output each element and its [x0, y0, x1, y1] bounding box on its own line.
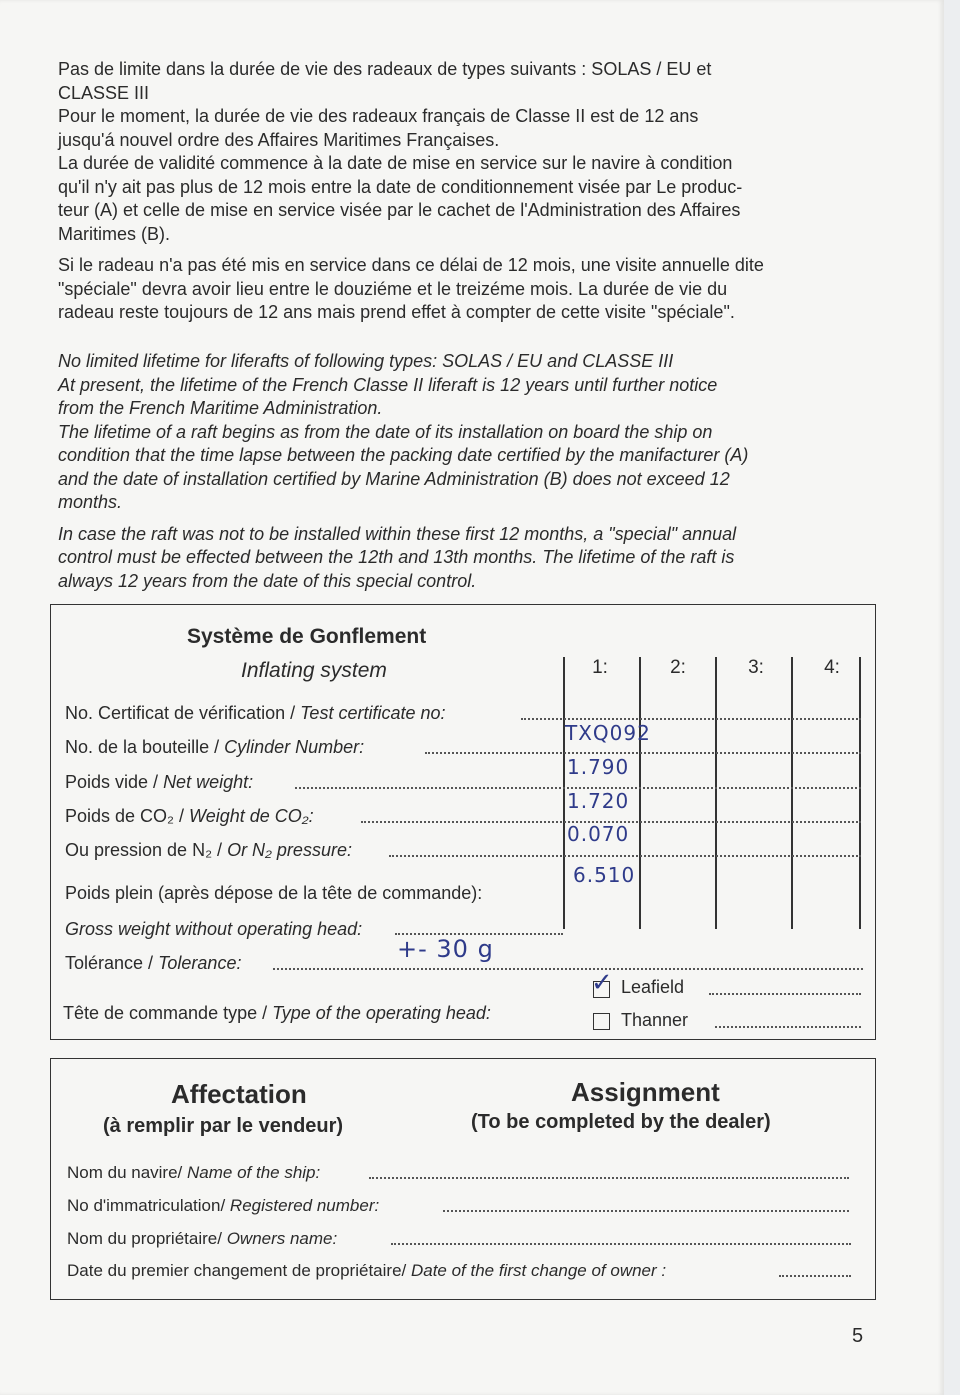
leafield-label: Leafield [621, 977, 685, 997]
assignment-title-en: Assignment [571, 1077, 720, 1107]
operating-head-label: Tête de commande type / Type of the operating head: [63, 1003, 491, 1023]
thanner-checkbox[interactable] [593, 1013, 610, 1030]
tolerance-dots [273, 968, 863, 970]
inflating-title-fr: Système de Gonflement [187, 625, 427, 648]
row-co2-weight-label: Poids de CO₂ / Weight de CO₂: [65, 806, 314, 826]
french-text [58, 58, 878, 333]
change-of-owner-dots [779, 1275, 851, 1277]
assignment-box [50, 1058, 876, 1300]
assignment-subtitle-en: (To be completed by the dealer) [471, 1111, 771, 1133]
leafield-check-mark: ✓ [591, 967, 613, 997]
thanner-dots [715, 1026, 861, 1028]
english-paragraph-2: In case the raft was not to be installed within these first 12 months, a "special" annual control must be effected between the 12th and 13th months. The lifetime of the raft is always 12 years from the date of this special control. [58, 523, 737, 591]
change-of-owner-label: Date du premier changement de propriétaire/ Date of the first change of owner : [67, 1261, 667, 1280]
cylinder-number-value: TXQ092 [565, 721, 651, 745]
owners-name-label: Nom du propriétaire/ Owners name: [67, 1229, 338, 1248]
column-header-4: 4: [824, 657, 840, 678]
registered-number-dots [443, 1210, 849, 1212]
french-paragraph-1: Pas de limite dans la durée de vie des radeaux de types suivants : SOLAS / EU et CLASSE III Pour le moment, la durée de vie des radeaux français de Classe II est de 12 ans jusqu'á nouvel ordre des Affaires Maritimes Françaises. La durée de validité commence à la date de mise en service sur le navire à condition qu'il n'y ait pas plus de 12 mois entre la date de conditionnement visée par Le produc- teur (A) et celle de mise en service visée par le cachet de l'Administration des Affaires Maritimes (B). [58, 59, 743, 244]
column-header-2: 2: [670, 657, 686, 678]
row-cylinder-number-label: No. de la bouteille / Cylinder Number: [65, 737, 365, 757]
row-cylinder-number-dots [425, 752, 861, 754]
column-divider-5 [859, 657, 861, 929]
registered-number-label: No d'immatriculation/ Registered number: [67, 1196, 380, 1215]
row-test-certificate-label: No. Certificat de vérification / Test certificate no: [65, 703, 446, 723]
co2-weight-value: 1.720 [567, 789, 630, 813]
assignment-subtitle-fr: (à remplir par le vendeur) [103, 1115, 344, 1137]
english-paragraph-1: No limited lifetime for liferafts of following types: SOLAS / EU and CLASSE III At present, the lifetime of the French Classe II liferaft is 12 years until further notice from the French Maritime Administration. The lifetime of a raft begins as from the date of its installation on board the ship on condition that the time lapse between the packing date certified by the manifacturer (A) and the date of installation certified by Marine Administration (B) does not exceed 12 months. [58, 351, 749, 512]
leafield-dots [709, 993, 861, 995]
page-number: 5 [852, 1325, 864, 1347]
inflating-title-en: Inflating system [241, 659, 387, 682]
gross-weight-label-fr: Poids plein (après dépose de la tête de commande): [65, 883, 483, 903]
english-text [58, 350, 878, 601]
column-header-1: 1: [592, 657, 608, 678]
column-divider-3 [715, 657, 717, 929]
row-n2-pressure-label: Ou pression de N₂ / Or N₂ pressure: [65, 840, 352, 860]
owners-name-dots [391, 1243, 851, 1245]
row-n2-pressure-dots [389, 855, 861, 857]
gross-weight-label-en: Gross weight without operating head: [65, 919, 363, 939]
french-paragraph-2: Si le radeau n'a pas été mis en service dans ce délai de 12 mois, une visite annuelle dite "spéciale" devra avoir lieu entre le douziéme et le treizéme mois. La durée de vie du radeau reste toujours de 12 ans mais prend effet à compter de cette visite "spéciale". [58, 255, 764, 322]
column-divider-2 [639, 657, 641, 929]
tolerance-value: +- 30 g [397, 935, 494, 963]
column-header-3: 3: [748, 657, 764, 678]
inflating-system-box [50, 604, 876, 1040]
ship-name-dots [369, 1177, 849, 1179]
thanner-label: Thanner [621, 1010, 689, 1030]
tolerance-label: Tolérance / Tolerance: [65, 953, 242, 973]
column-divider-4 [791, 657, 793, 929]
column-divider-1 [563, 657, 565, 929]
row-test-certificate-dots [521, 718, 861, 720]
n2-pressure-value: 0.070 [567, 822, 630, 846]
net-weight-value: 1.790 [567, 755, 630, 779]
assignment-title-fr: Affectation [171, 1079, 307, 1109]
ship-name-label: Nom du navire/ Name of the ship: [67, 1163, 321, 1182]
gross-weight-value: 6.510 [573, 863, 636, 887]
row-net-weight-label: Poids vide / Net weight: [65, 772, 254, 792]
